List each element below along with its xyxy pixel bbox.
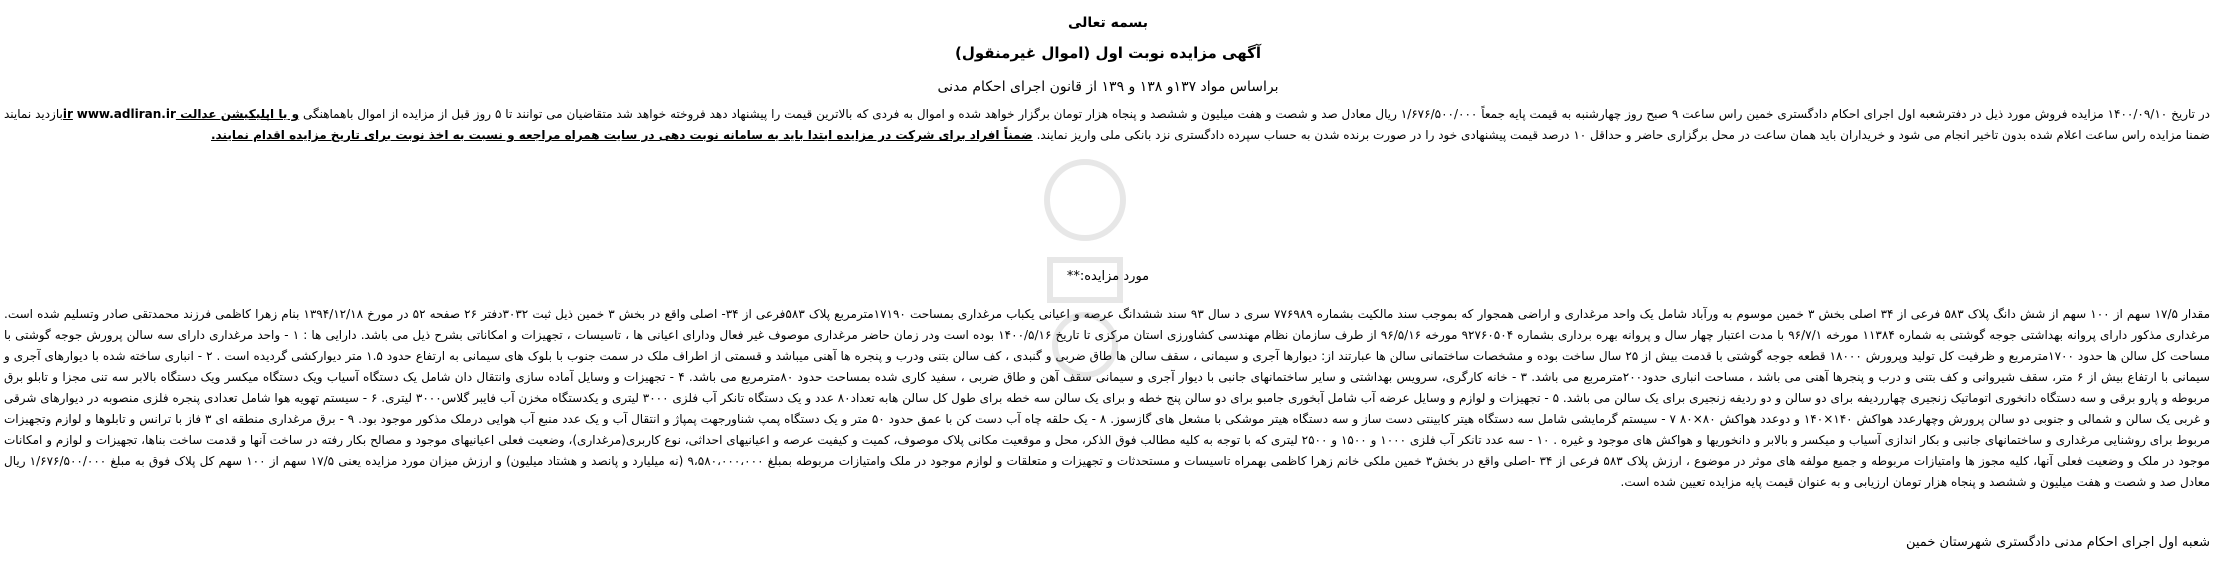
property-description: مقدار ۱۷/۵ سهم از ۱۰۰ سهم از شش دانگ پلاک ۵۸۳ فرعی از ۳۴ اصلی بخش ۳ خمین موسوم به ورآباد شامل یک واحد مرغداری و اراضی همجوار که بموجب سند مالکیت بشماره ۷۷۶۹۸۹ سری د سال ۹۳ سند ششدانگ عرصه و اعیانی یکباب مرغداری بمساحت ۱۷۱۹۰مترمربع پلاک ۵۸۳فرعی از ۳۴- اصلی واقع در بخش ۳ خمین ذیل ثبت ۳۰۳۲دفتر ۲۶ صفحه ۵۲ در مورخ ۱۳۹۴/۱۲/۱۸ بنام زهرا کاظمی فرزند محمدتقی صادر وتسلیم شده است. مرغداری مذکور دارای پروانه بهداشتی جوجه گوشتی به شماره ۱۱۳۸۴ مورخه ۹۶/۷/۱ با مدت اعتبار چهار سال و پروانه بهره برداری بشماره ۹۲۷۶۰۵۰۴ مورخه ۹۶/۵/۱۶ از طرف سازمان نظام مهندسی کشاورزی استان مرکزی تا تاریخ ۱۴۰۰/۵/۱۶ بوده است ودر زمان حاضر مرغداری موصوف غیر فعال ودارای اعیانی ها ، تاسیسات ، تجهیزات و امکاناتی بشرح ذیل می باشد. دارایی ها : ۱ - واحد مرغداری دارای سه سالن پرورش جوجه گوشتی با مساحت کل سالن ها حدود ۱۷۰۰مترمربع و ظرفیت کل تولید وپرورش ۱۸۰۰۰ قطعه جوجه گوشتی با قدمت بیش از ۲۵ سال ساخت بوده و مشخصات ساختمانی سالن ها عبارتند از: دیوارها آجری و سیمانی ، سقف سالن ها طاق ضربی و گنبدی ، کف سالن بتنی ودرب و پنجره ها آهنی میباشد و قسمتی از اطراف ملک در سمت جنوب با بلوک های سیمانی به ارتفاع حدود ۱.۵ متر دیوارکشی گردیده است . ۲ - انباری ساخته شده با دیوارهای آجری و سیمانی با ارتفاع بیش از ۶ متر، سقف شیروانی و کف بتنی و درب و پنجرها آهنی می باشد ، مساحت انباری حدود۲۰۰مترمربع می باشد. ۳ - خانه کارگری، سرویس بهداشتی و سایر ساختمانهای جانبی با دیوار آجری و سیمانی سقف آهن و طاق ضربی ، سفید کاری شده بمساحت حدود ۸۰مترمربع می باشد. ۴ - تجهیزات و وسایل آماده سازی وانتقال دان شامل یک دستگاه آسیاب ویک دستگاه میکسر ویک دستگاه بالابر سه تنی مجزا و تابلو برق مربوطه و پارو برقی و سه دستگاه دانخوری اتوماتیک زنجیری چهارردیفه برای دو سالن و دو ردیفه زنجیری برای یک سالن می باشد. ۵ - تجهیزات و لوازم و وسایل عرضه آب شامل آبخوری جامبو برای دو سالن پنج خطه و برای یک سالن سه خطه برای طول کل سالن هابه تعداد۸۰ عدد و یک دستگاه تانکر آب فلزی ۳۰۰۰ لیتری و یکدستگاه مخزن آب فایبر گلاس۳۰۰۰ لیتری. ۶ - سیستم تهویه هوا شامل تعدادی پنجره فلزی منصوبه در دیوارهای شرقی و غربی یک سالن و شمالی و جنوبی دو سالن پرورش وچهارعدد هواکش ۱۴۰×۱۴۰ و دوعدد هواکش ۸۰×۸۰ ۷ - سیستم گرمایشی شامل سه دستگاه هیتر کابینتی دست ساز و سه دستگاه هیتر موشکی با مشعل های گازسوز. ۸ - یک حلقه چاه آب دست کن با عمق حدود ۵۰ متر و یک دستگاه پمپ شناورجهت پمپاژ و انتقال آب و یک عدد منبع آب هوایی درملک مذکور موجود بود. ۹ - برق مرغداری منطقه ای ۳ فاز با ترانس و تابلوها و لوازم وتجهیزات مربوط برای روشنایی مرغداری و ساختمانهای جانبی و بکار اندازی آسیاب و میکسر و بالابر و دانخوریها و هواکش های موجود و غیره . ۱۰ - سه عدد تانکر آب فلزی ۱۰۰۰ و ۱۵۰۰ و ۲۵۰۰ لیتری که با توجه به کلیه مطالب فوق الذکر، محل و موقعیت مکانی پلاک موصوف، کمیت و کیفیت عرصه و اعیانیهای احداثی، نوع کاربری(مرغداری)، وضعیت فعلی اعیانیهای موجود و مصالح بکار رفته در ساخت آنها و قدمت ساخت بناها، تجهیزات و لوازم و امکانات موجود در ملک و وضعیت فعلی آنها، کلیه مجوز ها وامتیازات مربوطه و جمیع مولفه های موثر در موضوع ، ارزش پلاک ۵۸۳ فرعی از ۳۴ -اصلی واقع در بخش۳ خمین ملکی خانم زهرا کاظمی بهمراه تاسیسات و مستحدثات و تجهیزات و متعلقات و لوازم موجود در ملک وامتیازات مربوطه بمبلغ ۹،۵۸۰،۰۰۰،۰۰۰ (نه میلیارد و پانصد و هشتاد میلیون) و ارزش میزان مورد مزایده یعنی ۱۷/۵ سهم از ۱۰۰ سهم کل پلاک فوق به مبلغ ۱/۶۷۶/۵۰۰/۰۰۰ ریال معادل صد و شصت و هفت میلیون و ششصد و پنجاه هزار تومان ارزیابی و به عنوان قیمت پایه مزایده تعیین شده است. [4,307,2211,489]
intro-paragraph [4,104,2210,146]
basmeh-heading: بسمه تعالی [1067,15,1149,31]
adliran-link[interactable]: www.adliran.ir [76,107,176,121]
notice-title: آگهی مزایده نوبت اول (اموال غیرمنقول) [954,44,1262,62]
issuing-office: شعبه اول اجرای احکام مدنی دادگستری شهرستان خمین [1905,535,2210,550]
intro-text-b: بازدید نمایند ضمنا مزایده راس ساعت اعلام شده بدون تاخیر انجام می شود و خریداران باید همان ساعت در محل برگزاری حاضر و حداقل ۱۰ درصد قیمت پیشنهادی خود را در صورت برنده شدن به حساب سپرده دادگستری نزد بانکی ملی واریز نمایند. [4,107,2210,142]
law-reference: براساس مواد ۱۳۷و ۱۳۸ و ۱۳۹ از قانون اجرای احکام مدنی [937,79,1279,95]
intro-text-a: در تاریخ ۱۴۰۰/۰۹/۱۰ مزایده فروش مورد ذیل در دفترشعبه اول اجرای احکام دادگستری خمین راس ساعت ۹ صبح روز چهارشنبه به قیمت پایه جمعاً ۱/۶۷۶/۵۰۰/۰۰۰ ریال معادل صد و شصت و هفت میلیون و ششصد و پنجاه هزار تومان برگزار خواهد شده و اموال به فردی که بالاترین قیمت را پیشنهاد دهد فروخته خواهد شد متقاضیان می توانند تا ۵ روز قبل از مزایده از اموال باهماهنگی [302,107,2210,121]
adliran-app-mention: و یا اپلیکیشن عدالت ir [62,107,300,121]
auction-item-heading: مورد مزایده:** [1066,269,1150,284]
registration-emphasis: ضمناً افراد برای شرکت در مزایده ابتدا باید به سامانه نوبت دهی در سایت همراه مراجعه و نسبت به اخذ نوبت برای تاریخ مزایده اقدام نمایند. [210,128,1033,142]
